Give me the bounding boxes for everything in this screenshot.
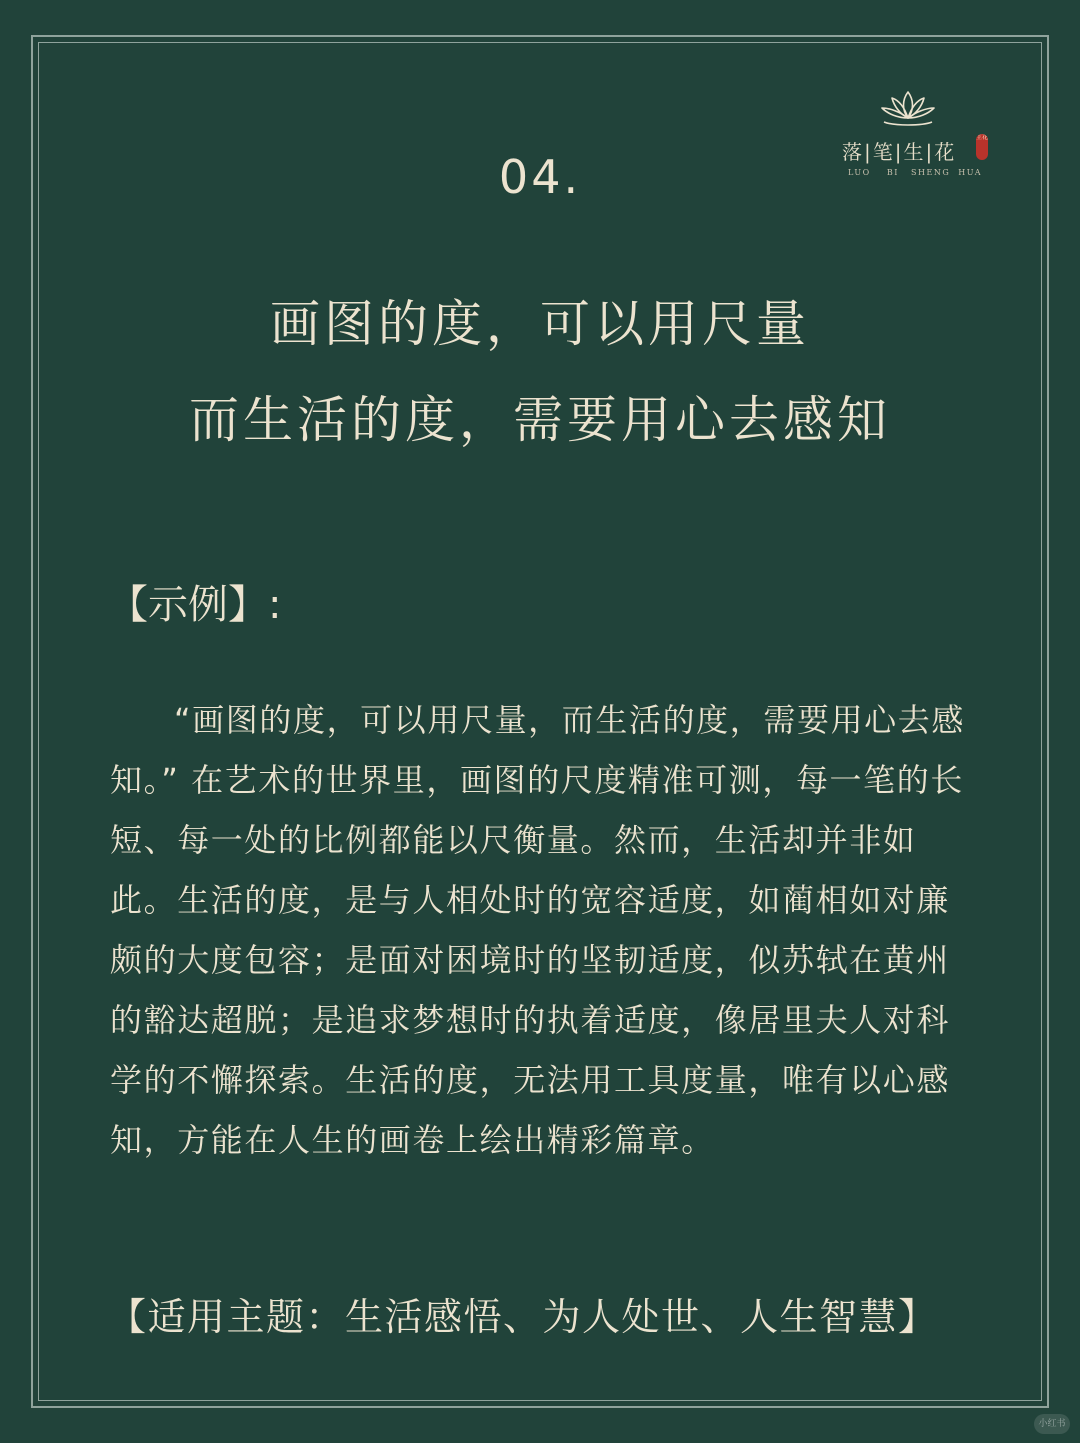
example-label: 【示例】: (108, 582, 282, 628)
lotus-icon (876, 88, 940, 132)
applicable-topics: 【适用主题：生活感悟、为人处世、人生智慧】 (108, 1295, 938, 1339)
example-paragraph: “画图的度，可以用尺量，而生活的度，需要用心去感知。” 在艺术的世界里，画图的尺度精准可测，每一笔的长短、每一处的比例都能以尺衡量。然而，生活却并非如此。生活的度，是与人相处时的宽容适度，如蔺相如对廉颇的大度包容；是面对困境时的坚韧适度，似苏轼在黄州的豁达超脱；是追求梦想时的执着适度，像居里夫人对科学的不懈探索。生活的度，无法用工具度量，唯有以心感知，方能在人生的画卷上绘出精彩篇章。 (110, 701, 965, 1159)
platform-watermark: 小红书 (1034, 1414, 1070, 1434)
headline-line-1: 画图的度，可以用尺量 (270, 295, 810, 353)
brand-seal-stamp: 生花 (976, 134, 988, 160)
brand-name: 落|笔|生|花 (842, 140, 957, 164)
brand-pinyin: LUO BI SHENG HUA (848, 168, 983, 177)
headline-line-2: 而生活的度，需要用心去感知 (189, 391, 891, 449)
item-number: 04. (498, 150, 582, 204)
